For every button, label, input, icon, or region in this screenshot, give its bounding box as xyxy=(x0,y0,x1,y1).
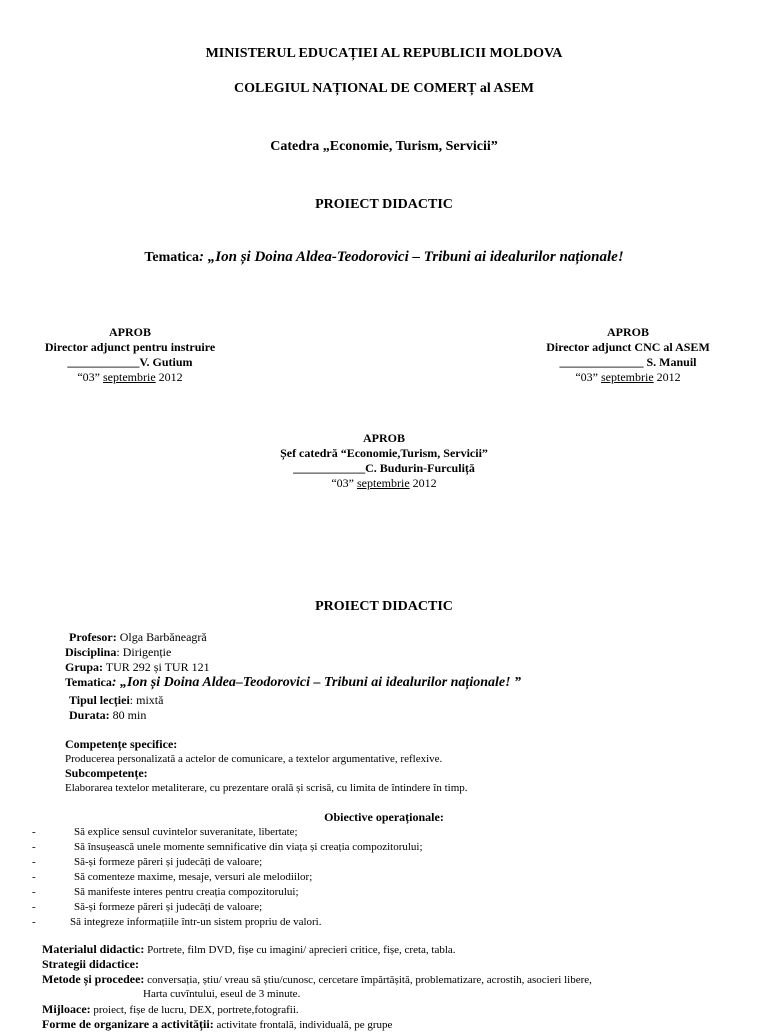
theme-line xyxy=(0,249,768,266)
durata-value: 80 min xyxy=(109,708,147,722)
profesor-label: Profesor: xyxy=(69,630,117,644)
approval-right-role: Director adjunct CNC al ASEM xyxy=(546,340,710,354)
department-heading: Catedra „Economie, Turism, Servicii” xyxy=(270,139,498,154)
approval-left xyxy=(30,325,230,385)
metode-line xyxy=(42,972,592,988)
approval-left-aprob: APROB xyxy=(109,325,151,339)
disciplina-label: Disciplina xyxy=(65,645,117,659)
grupa-label: Grupa: xyxy=(65,660,104,674)
approval-left-role: Director adjunct pentru instruire xyxy=(44,340,216,354)
forme-line xyxy=(42,1017,392,1033)
date-month: septembrie xyxy=(357,476,410,490)
objective-item xyxy=(32,855,752,870)
tipul-label: Tipul lecției xyxy=(69,693,130,707)
metode-label: Metode și procedee: xyxy=(42,972,145,986)
ministry-heading: MINISTERUL EDUCAȚIEI AL REPUBLICII MOLDOVA xyxy=(205,46,563,61)
objective-item xyxy=(32,825,752,840)
tematica-label: Tematica xyxy=(65,675,112,689)
date-day: “03” xyxy=(575,370,601,384)
approval-center-role: Șef catedră “Economie,Turism, Servicii” xyxy=(280,446,488,460)
durata-label: Durata: xyxy=(69,708,110,722)
objective-item xyxy=(32,840,752,855)
bullet-dash: - xyxy=(32,886,36,898)
objectives-title: Obiective operaționale: xyxy=(324,810,444,824)
objective-text: Să însușească unele momente semnificative din viața și creația compozitorului; xyxy=(74,841,423,853)
approval-center-aprob: APROB xyxy=(363,431,405,445)
objective-text: Să explice sensul cuvintelor suveranitate, libertate; xyxy=(74,826,298,838)
metode-value: conversația, știu/ vreau să știu/cunosc, cercetare împărtășită, problematizare, acrostih, asocieri libere, xyxy=(144,974,592,986)
mijloace-value: proiect, fișe de lucru, DEX, portrete,fotografii. xyxy=(90,1004,299,1016)
metode-continuation: Harta cuvîntului, eseul de 3 minute. xyxy=(143,988,301,1000)
objective-item xyxy=(32,870,752,885)
grupa-value: TUR 292 și TUR 121 xyxy=(103,660,210,674)
objective-text: Să comenteze maxime, mesaje, versuri ale melodiilor; xyxy=(74,871,313,883)
competente-text: Producerea personalizată a actelor de comunicare, a textelor argumentative, reflexive. xyxy=(65,753,443,765)
date-day: “03” xyxy=(77,370,103,384)
mijloace-label: Mijloace: xyxy=(42,1002,91,1016)
material-line xyxy=(42,942,456,958)
objective-text: Să manifeste interes pentru creația compozitorului; xyxy=(74,886,299,898)
profesor-value: Olga Barbăneagră xyxy=(116,630,207,644)
college-heading: COLEGIUL NAȚIONAL DE COMERȚ al ASEM xyxy=(234,81,534,96)
objective-item xyxy=(32,915,752,930)
approval-right xyxy=(528,325,728,385)
objective-text: Să-și formeze păreri și judecăți de valoare; xyxy=(74,901,263,913)
approval-center-signature: ____________C. Budurin-Furculiță xyxy=(293,461,475,475)
tipul-value: : mixtă xyxy=(129,693,164,707)
durata-line xyxy=(69,708,146,723)
material-label: Materialul didactic: xyxy=(42,942,145,956)
strategii-label: Strategii didactice: xyxy=(42,957,139,971)
bullet-dash: - xyxy=(32,841,36,853)
objective-item xyxy=(32,885,752,900)
bullet-dash: - xyxy=(32,916,36,928)
approval-right-aprob: APROB xyxy=(607,325,649,339)
date-year: 2012 xyxy=(155,370,183,384)
date-month: septembrie xyxy=(103,370,156,384)
tematica-value: : „Ion și Doina Aldea–Teodorovici – Tribuni ai idealurilor naționale! ” xyxy=(111,675,522,690)
theme-label: Tematica xyxy=(144,250,200,265)
tipul-line xyxy=(69,693,163,708)
grupa-line xyxy=(65,660,210,675)
tematica-line xyxy=(65,675,521,690)
approval-left-date xyxy=(30,370,230,385)
theme-value: : „Ion și Doina Aldea-Teodorovici – Tribuni ai idealurilor naționale! xyxy=(199,249,624,265)
approval-center xyxy=(234,431,534,491)
objectives-list xyxy=(32,825,752,935)
document-title: PROIECT DIDACTIC xyxy=(315,197,453,212)
approval-right-date xyxy=(528,370,728,385)
forme-label: Forme de organizare a activității: xyxy=(42,1017,214,1031)
bullet-dash: - xyxy=(32,901,36,913)
bullet-dash: - xyxy=(32,856,36,868)
subcompetente-label: Subcompetențe: xyxy=(65,766,148,780)
approval-left-signature: ____________V. Gutium xyxy=(67,355,193,369)
profesor-line xyxy=(69,630,207,645)
date-year: 2012 xyxy=(653,370,681,384)
disciplina-line xyxy=(65,645,171,660)
subcompetente-text: Elaborarea textelor metaliterare, cu prezentare orală și scrisă, cu limita de întindere în timp. xyxy=(65,782,468,794)
bullet-dash: - xyxy=(32,826,36,838)
objective-item xyxy=(32,900,752,915)
section-title: PROIECT DIDACTIC xyxy=(315,599,453,614)
date-month: septembrie xyxy=(601,370,654,384)
date-day: “03” xyxy=(331,476,357,490)
date-year: 2012 xyxy=(409,476,437,490)
disciplina-value: : Dirigenție xyxy=(116,645,172,659)
objective-text: Să-și formeze păreri și judecăți de valoare; xyxy=(74,856,263,868)
approval-right-signature: ______________ S. Manuil xyxy=(559,355,697,369)
forme-value: activitate frontală, individuală, pe grupe xyxy=(213,1019,393,1031)
objective-text: Să integreze informațiile într-un sistem propriu de valori. xyxy=(70,916,322,928)
competente-label: Competențe specifice: xyxy=(65,737,178,751)
material-value: Portrete, film DVD, fișe cu imagini/ aprecieri critice, fișe, creta, tabla. xyxy=(144,944,456,956)
mijloace-line xyxy=(42,1002,299,1018)
approval-center-date xyxy=(234,476,534,491)
bullet-dash: - xyxy=(32,871,36,883)
